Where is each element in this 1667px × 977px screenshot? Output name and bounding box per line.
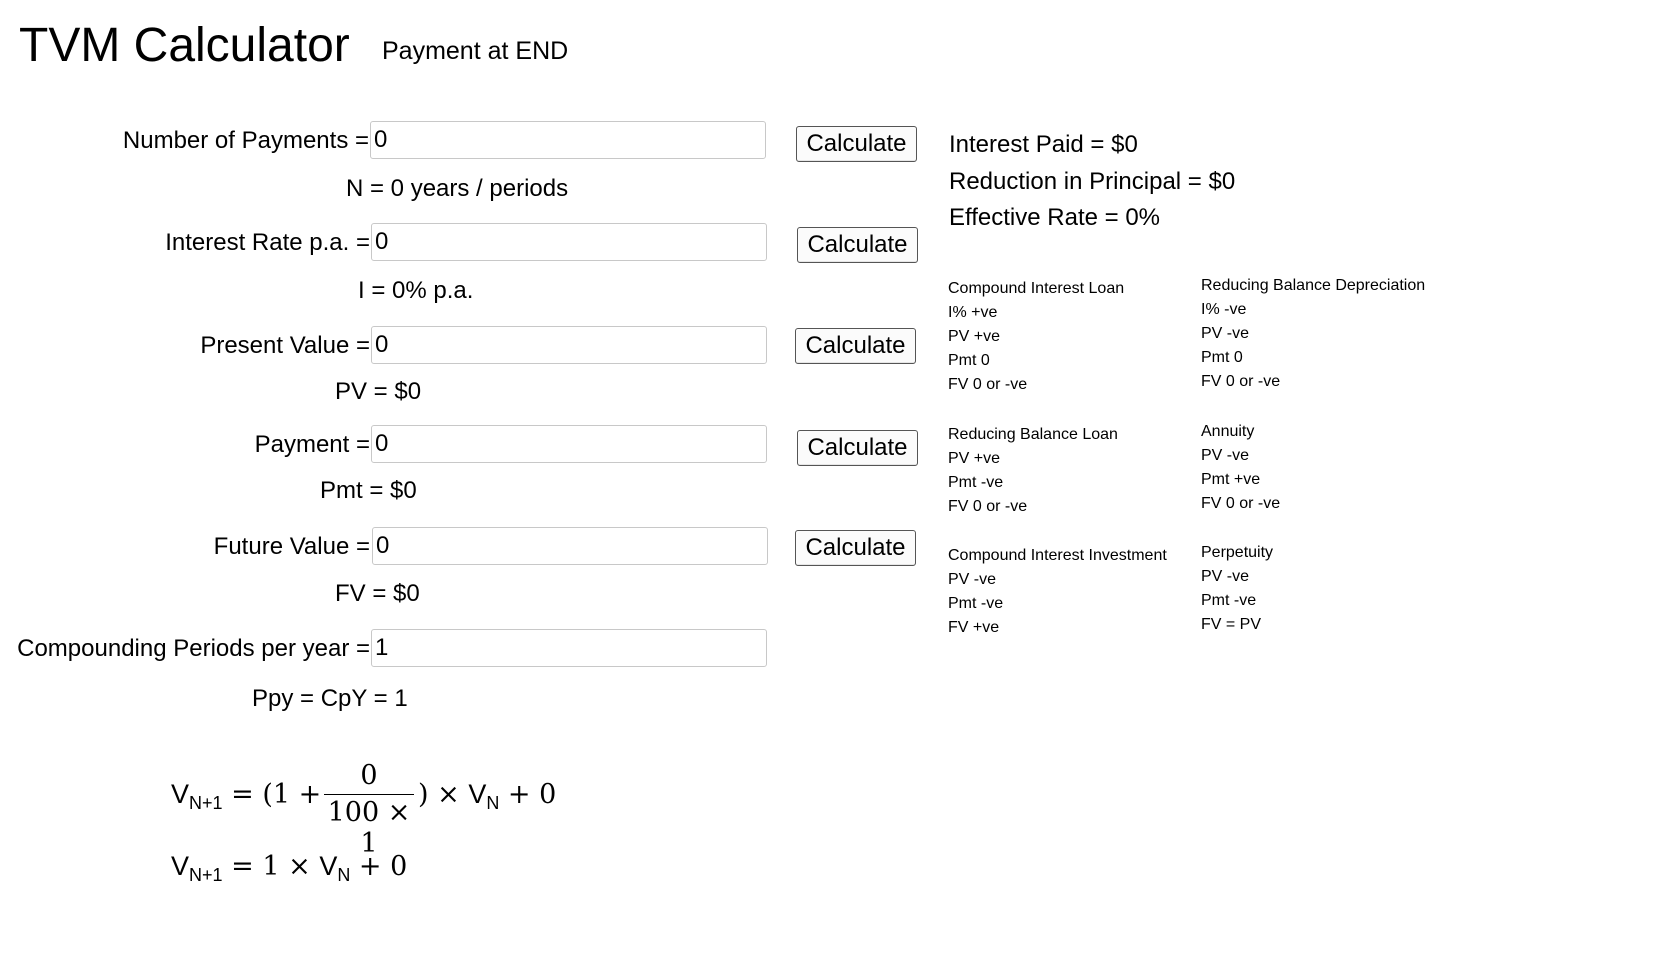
guide-line: I% +ve [948, 304, 998, 321]
guide-line: Pmt -ve [948, 474, 1004, 491]
guide-title: Compound Interest Loan [948, 280, 1125, 297]
calculate-pmt-button[interactable]: Calculate [797, 430, 918, 466]
fraction-bar [324, 794, 414, 795]
interest-paid-result: Interest Paid = $0 [949, 131, 1138, 158]
future-value-label: Future Value = [213, 533, 370, 560]
guide-line: FV 0 or -ve [1201, 373, 1281, 390]
guide-line: Pmt +ve [1201, 471, 1261, 488]
formula-constant-1: 0 [539, 779, 557, 810]
future-value-input[interactable] [372, 527, 768, 565]
calculate-i-button[interactable]: Calculate [797, 227, 918, 263]
guide-line: Pmt -ve [1201, 592, 1257, 609]
guide-line: PV +ve [948, 450, 1001, 467]
rate-fraction [324, 760, 414, 859]
formula-multiplier: 1 [262, 851, 280, 882]
guide-line: Pmt 0 [1201, 349, 1243, 366]
guide-line: Pmt -ve [948, 595, 1004, 612]
fraction-numerator: 0 [360, 760, 378, 791]
guide-line: FV 0 or -ve [948, 498, 1028, 515]
guide-line: FV +ve [948, 619, 1000, 636]
recurrence-formula-2: $V_{N+1} = 1 \times V_N + 0$ [171, 851, 408, 885]
guide-line: FV 0 or -ve [948, 376, 1028, 393]
guide-line: FV 0 or -ve [1201, 495, 1281, 512]
principal-reduction-result: Reduction in Principal = $0 [949, 168, 1236, 195]
guide-title: Perpetuity [1201, 544, 1274, 561]
guide-title: Reducing Balance Loan [948, 426, 1118, 443]
guide-line: PV +ve [948, 328, 1001, 345]
interest-rate-label: Interest Rate p.a. = [165, 229, 370, 256]
fraction-denominator: 100 × 1 [327, 797, 411, 859]
sign-guide-reducing-balance-loan [948, 423, 1118, 519]
sign-guide-compound-interest-loan [948, 277, 1124, 397]
compounding-periods-label: Compounding Periods per year = [17, 635, 370, 662]
guide-line: PV -ve [948, 571, 997, 588]
n-summary: N = 0 years / periods [346, 175, 569, 202]
sign-guide-annuity [1201, 420, 1280, 516]
guide-title: Annuity [1201, 423, 1255, 440]
guide-line: FV = PV [1201, 616, 1262, 633]
recurrence-formula-rhs-1: ) × $V_N + 0$ [418, 779, 557, 813]
effective-rate-result: Effective Rate = 0% [949, 204, 1161, 231]
payment-input[interactable] [371, 425, 767, 463]
interest-rate-input[interactable] [371, 223, 767, 261]
calculate-fv-button[interactable]: Calculate [795, 530, 916, 566]
ppy-summary: Ppy = CpY = 1 [252, 685, 408, 712]
recurrence-formula-lhs-1: $V_{N+1} = (1$ + [171, 779, 322, 813]
calculate-pv-button[interactable]: Calculate [795, 328, 916, 364]
number-of-payments-label: Number of Payments = [122, 127, 369, 154]
guide-line: PV -ve [1201, 447, 1250, 464]
compounding-periods-input[interactable] [371, 629, 767, 667]
guide-line: Pmt 0 [948, 352, 990, 369]
formula-constant-2: 0 [390, 851, 408, 882]
payment-label: Payment = [254, 431, 370, 458]
guide-line: PV -ve [1201, 568, 1250, 585]
guide-title: Reducing Balance Depreciation [1201, 277, 1426, 294]
present-value-label: Present Value = [200, 332, 370, 359]
pmt-summary: Pmt = $0 [320, 477, 417, 504]
guide-line: PV -ve [1201, 325, 1250, 342]
present-value-input[interactable] [371, 326, 767, 364]
sign-guide-reducing-balance-depreciation [1201, 274, 1425, 394]
guide-line: I% -ve [1201, 301, 1247, 318]
i-summary: I = 0% p.a. [358, 277, 474, 304]
page-title: TVM Calculator [19, 19, 350, 72]
sign-guide-perpetuity [1201, 541, 1273, 637]
pv-summary: PV = $0 [335, 378, 422, 405]
guide-title: Compound Interest Investment [948, 547, 1167, 564]
sign-guide-compound-interest-investment [948, 544, 1167, 640]
calculate-n-button[interactable]: Calculate [796, 126, 917, 162]
fv-summary: FV = $0 [335, 580, 420, 607]
number-of-payments-input[interactable] [370, 121, 766, 159]
payment-mode-label: Payment at END [382, 37, 569, 65]
